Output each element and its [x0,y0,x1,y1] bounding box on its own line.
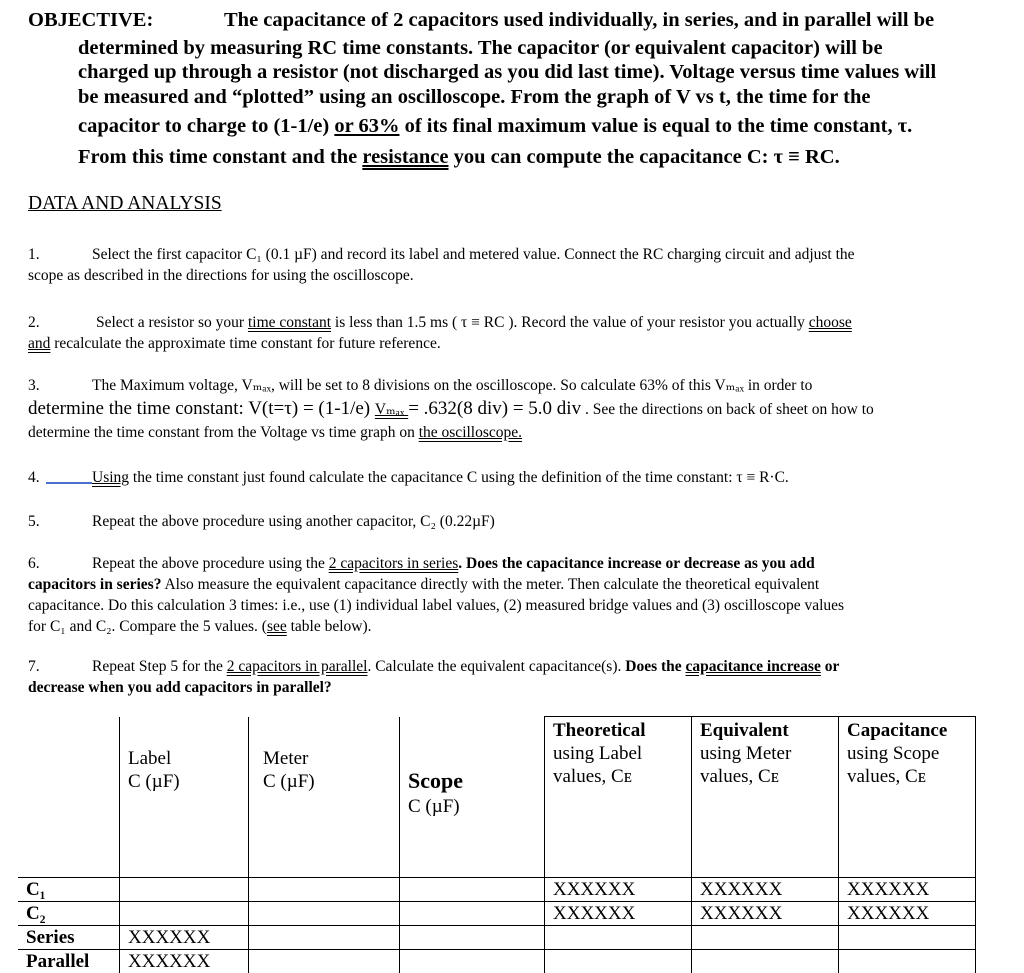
header-theoretical-3: values, Cᴇ [553,766,633,787]
step-7-or: or [820,658,840,675]
cell-empty [545,925,692,949]
header-theoretical-1: Theoretical [553,720,646,741]
step-7-parallel: 2 capacitors in parallel [226,658,368,675]
step-1 [28,244,855,265]
step-6-number: 6. [28,555,40,572]
step-6-text-e: table below). [286,618,372,635]
objective-line-1: The capacitance of 2 capacitors used individually, in series, and in parallel will be [224,9,935,31]
cell-empty [400,925,545,949]
step-6-text-d: for C₁ and C₂. Compare the 5 values. ( [28,618,267,635]
step-3-vmax: Vₘₐₓ [374,401,409,418]
header-label-1: Label [128,747,172,769]
cell-empty [120,877,249,901]
objective-line-5 [78,112,912,141]
table-row [18,949,976,973]
header-capacitance-2: using Scope [847,743,940,764]
step-7-text-b: . Calculate the equivalent capacitance(s). [367,658,626,675]
step-6 [28,553,815,574]
objective-line-5-tail: of its final maximum value is equal to the time constant, τ. [399,115,913,137]
step-6-line-2 [28,574,819,595]
cell-empty [839,925,976,949]
header-empty [18,717,120,878]
table-row [18,925,976,949]
header-capacitance-1: Capacitance [847,720,948,741]
header-theoretical [545,717,692,878]
header-equivalent-2: using Meter [700,743,792,764]
header-capacitance [839,717,976,878]
objective-line-3: charged up through a resistor (not discharged as you did last time). Voltage versus time values will [78,61,937,83]
step-4-text: the time constant just found calculate the capacitance C using the definition of the time constant: τ ≡ R·C. [129,469,789,486]
row-label-parallel: Parallel [18,949,120,973]
step-2-time-constant: time constant [247,314,332,331]
step-6-question: . Does the capacitance increase or decrease as you add [458,555,815,572]
cell-empty [692,925,839,949]
step-7-question-a: Does the [625,658,686,675]
cell-empty [249,949,400,973]
cell-x: XXXXXX [839,901,976,925]
header-theoretical-2: using Label [553,743,643,764]
cell-empty [249,877,400,901]
step-3-text-c: determine the time constant from the Voltage vs time graph on [28,424,419,441]
step-2-line-2 [28,333,441,354]
header-equivalent-3: values, Cᴇ [700,766,780,787]
step-7 [28,656,839,677]
step-6-line-3: capacitance. Do this calculation 3 times: i.e., use (1) individual label values, (2) measured bridge values and (3) oscilloscope values [28,597,845,614]
cell-x: XXXXXX [120,949,249,973]
table-row [18,901,976,925]
header-meter-1: Meter [263,747,309,769]
step-4-blank [46,467,92,484]
step-6-series: 2 capacitors in series [328,555,459,572]
step-3-oscilloscope: the oscilloscope. [418,424,523,441]
step-3-formula-a: determine the time constant: V(t=τ) = (1-1/e) [28,398,375,419]
cell-empty [249,901,400,925]
step-7-text-a: Repeat Step 5 for the [92,658,227,675]
cell-x: XXXXXX [692,877,839,901]
step-1-number: 1. [28,246,40,263]
step-2-and: and [28,335,51,352]
objective-label: OBJECTIVE: [28,9,154,31]
objective-line-4: be measured and “plotted” using an oscilloscope. From the graph of V vs t, the time for the [78,86,871,108]
step-2-text-b: is less than 1.5 ms ( τ ≡ RC ). Record the value of your resistor you actually [331,314,809,331]
step-4 [28,467,789,488]
step-2-text-c: recalculate the approximate time constant for future reference. [50,335,441,352]
header-scope [400,717,545,878]
objective-line-6 [78,143,840,172]
step-7-line-2: decrease when you add capacitors in parallel? [28,679,332,696]
table-header-row [18,717,976,878]
step-4-using: Using [92,469,130,486]
header-meter-2: C (µF) [263,770,315,792]
objective-resistance: resistance [362,146,449,168]
step-3-formula-b: = .632(8 div) = 5.0 div [408,398,582,419]
objective-line-5-text: capacitor to charge to (1-1/e) [78,115,335,137]
table-row [18,877,976,901]
cell-empty [249,925,400,949]
cell-empty [839,949,976,973]
header-label-2: C (µF) [128,770,180,792]
step-3-text: . See the directions on back of sheet on how to [581,401,874,418]
cell-x: XXXXXX [692,901,839,925]
header-equivalent-1: Equivalent [700,720,789,741]
step-2-text-a: Select a resistor so your [96,314,248,331]
step-1-line-2: scope as described in the directions for using the oscilloscope. [28,267,414,284]
step-2-choose: choose [808,314,852,331]
step-5-number: 5. [28,513,40,530]
header-equivalent [692,717,839,878]
cell-empty [400,877,545,901]
row-label-c2: C₂ [18,901,120,925]
step-4-number: 4. [28,469,40,486]
cell-empty [400,901,545,925]
header-scope-2: C (µF) [408,795,460,817]
header-capacitance-3: values, Cᴇ [847,766,927,787]
step-6-see: see [266,618,287,635]
capacitance-table [18,716,976,973]
step-3-line-1: The Maximum voltage, Vₘₐₓ, will be set to 8 divisions on the oscilloscope. So calculate 63% of this Vₘₐₓ in order to [92,377,813,394]
step-3-line-3 [28,422,522,443]
cell-empty [120,901,249,925]
step-2 [28,312,852,333]
step-6-text-b: Also measure the equivalent capacitance directly with the meter. Then calculate the theoretical equivalent [161,576,820,593]
step-7-number: 7. [28,658,40,675]
cell-empty [545,949,692,973]
objective-63-percent: or 63% [334,115,400,137]
objective-formula: you can compute the capacitance C: τ ≡ RC. [448,146,840,168]
row-label-c1: C₁ [18,877,120,901]
step-3-line-2 [28,398,874,420]
row-label-series: Series [18,925,120,949]
step-1-line-1: Select the first capacitor C₁ (0.1 µF) and record its label and metered value. Connect the RC charging circuit and adjust the [92,246,855,263]
header-scope-1: Scope [408,767,463,793]
step-6-question-b: capacitors in series? [28,576,162,593]
cell-x: XXXXXX [120,925,249,949]
cell-x: XXXXXX [545,901,692,925]
step-5 [28,511,495,532]
step-6-line-4 [28,616,372,637]
section-heading: DATA AND ANALYSIS [28,193,222,214]
objective-line-6-text: From this time constant and the [78,146,363,168]
cell-x: XXXXXX [545,877,692,901]
step-5-text: Repeat the above procedure using another capacitor, C₂ (0.22µF) [92,513,495,530]
cell-empty [692,949,839,973]
header-label [120,717,249,878]
cell-x: XXXXXX [839,877,976,901]
step-3-number: 3. [28,377,40,394]
header-meter [249,717,400,878]
objective-line-2: determined by measuring RC time constants. The capacitor (or equivalent capacitor) will be [78,37,883,59]
step-2-number: 2. [28,314,40,331]
cell-empty [400,949,545,973]
step-3 [28,375,812,396]
step-6-text-a: Repeat the above procedure using the [92,555,329,572]
step-7-capacitance-increase: capacitance increase [685,658,821,675]
